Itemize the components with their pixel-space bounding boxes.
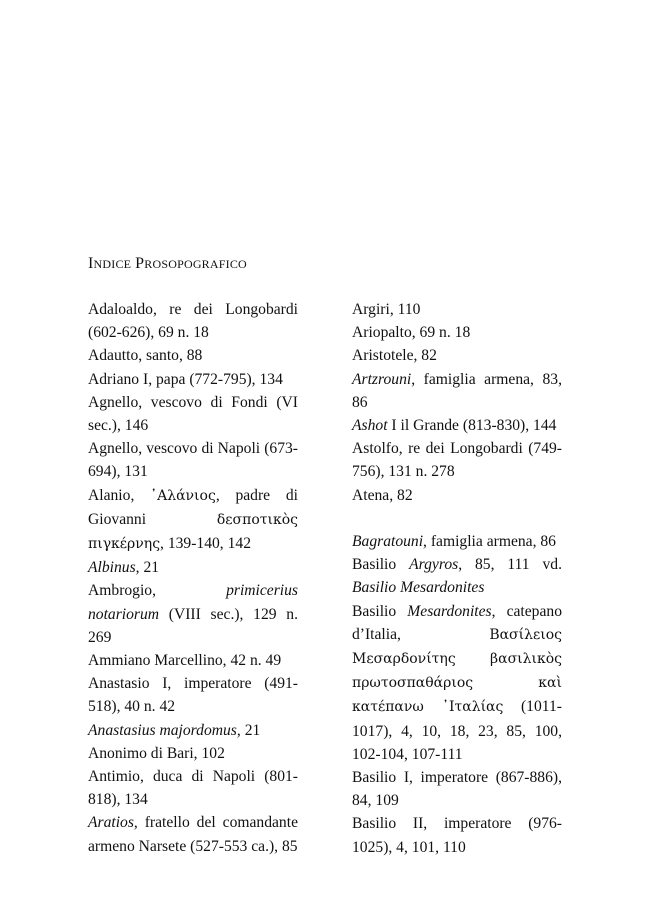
entry-text: primicerius notariorum — [88, 582, 298, 623]
entry-text: , 21 — [236, 721, 261, 739]
entry-text: Ariopalto, 69 n. 18 — [352, 324, 471, 342]
entry-text: Argyros — [409, 556, 459, 574]
greek-text: ᾿Αλάνιος — [150, 487, 216, 504]
index-entry — [88, 811, 298, 857]
entry-text: Agnello, vescovo di Napoli (673-694), 131 — [88, 440, 298, 481]
entry-text: Ashot — [352, 417, 388, 435]
index-entry — [88, 484, 298, 557]
entry-text: , 139-140, 142 — [160, 535, 251, 553]
entry-text: Argiri, 110 — [352, 301, 421, 318]
entry-text: Alanio, — [88, 486, 151, 504]
entry-text: Basilio Mesardonites — [352, 579, 485, 597]
index-entry — [88, 719, 298, 742]
index-entry — [88, 672, 298, 718]
index-entry — [352, 812, 562, 858]
entry-text: (VIII sec.), 129 n. 269 — [88, 605, 298, 646]
entry-text: Astolfo, re dei Longobardi (749-756), 131 n. 278 — [352, 440, 562, 481]
greek-text: Βασίλειος Μεσαρδονίτης βασιλικὸς πρωτοσπαθάριος καὶ κατέπανω ᾿Ιταλίας — [352, 626, 562, 716]
index-entry — [352, 298, 562, 321]
entry-text: Adriano I, papa (772-795), 134 — [88, 370, 283, 388]
entry-text: Basilio I, imperatore (867-886), 84, 109 — [352, 769, 562, 810]
entry-text: , famiglia armena, 83, 86 — [352, 370, 562, 411]
entry-text: Aristotele, 82 — [352, 347, 437, 365]
index-entry — [88, 649, 298, 672]
entry-text: I il Grande (813-830), 144 — [387, 417, 557, 435]
entry-text: Ammiano Marcellino, 42 n. 49 — [88, 652, 282, 670]
index-letter-gap — [352, 507, 562, 530]
entry-text: Basilio II, imperatore (976-1025), 4, 101, 110 — [352, 815, 562, 856]
index-entry — [352, 766, 562, 812]
index-entry — [352, 414, 562, 437]
entry-text: , catepano d’Italia, — [352, 602, 562, 643]
entry-text: Artzrouni — [352, 370, 412, 388]
entry-text: Adautto, santo, 88 — [88, 347, 203, 365]
entry-text: , padre di Giovanni — [88, 486, 298, 528]
index-column-right — [352, 298, 562, 859]
index-entry — [88, 344, 298, 367]
entry-text: Aratios — [88, 814, 134, 832]
entry-text: Anastasius majordomus — [88, 721, 237, 739]
entry-text: Anastasio I, imperatore (491-518), 40 n. 42 — [88, 675, 298, 716]
entry-text: , fratello del comandante armeno Narsete (527-553 ca.), 85 — [88, 814, 298, 855]
index-entry — [88, 579, 298, 649]
entry-text: Antimio, duca di Napoli (801-818), 134 — [88, 768, 298, 809]
index-entry — [88, 368, 298, 391]
entry-text: Basilio — [352, 556, 410, 574]
entry-text: , 21 — [135, 559, 160, 577]
entry-text: Mesardonites — [407, 602, 492, 620]
index-entry — [88, 765, 298, 811]
index-entry — [352, 321, 562, 344]
entry-text: Ambrogio, — [88, 582, 227, 600]
entry-text: Adaloaldo, re dei Longobardi (602-626), 69 n. 18 — [88, 301, 298, 342]
index-entry — [88, 742, 298, 765]
index-entry — [352, 368, 562, 414]
index-column-left — [88, 298, 298, 858]
entry-text: Atena, 82 — [352, 486, 413, 504]
entry-text: Albinus — [88, 559, 136, 577]
entry-text: Anonimo di Bari, 102 — [88, 744, 225, 762]
index-entry — [88, 437, 298, 483]
entry-text: Basilio — [352, 602, 408, 620]
index-entry — [352, 600, 562, 766]
index-entry — [352, 553, 562, 599]
index-entry — [352, 484, 562, 507]
index-entry — [88, 298, 298, 344]
page-title: INDICE PROSOPOGRAFICO — [88, 255, 247, 272]
index-entry — [352, 344, 562, 367]
entry-text: , 85, 111 vd. — [458, 556, 562, 574]
index-entry — [352, 437, 562, 483]
entry-text: , famiglia armena, 86 — [423, 533, 556, 551]
index-entry — [88, 391, 298, 437]
index-entry — [352, 530, 562, 553]
entry-text: Agnello, vescovo di Fondi (VI sec.), 146 — [88, 393, 298, 435]
entry-text: (1011-1017), 4, 10, 18, 23, 85, 100, 102-104, 107-111 — [352, 698, 562, 763]
greek-text: δεσποτικὸς πιγκέρνης — [88, 511, 298, 553]
index-entry — [88, 556, 298, 579]
entry-text: Bagratouni — [352, 533, 424, 551]
